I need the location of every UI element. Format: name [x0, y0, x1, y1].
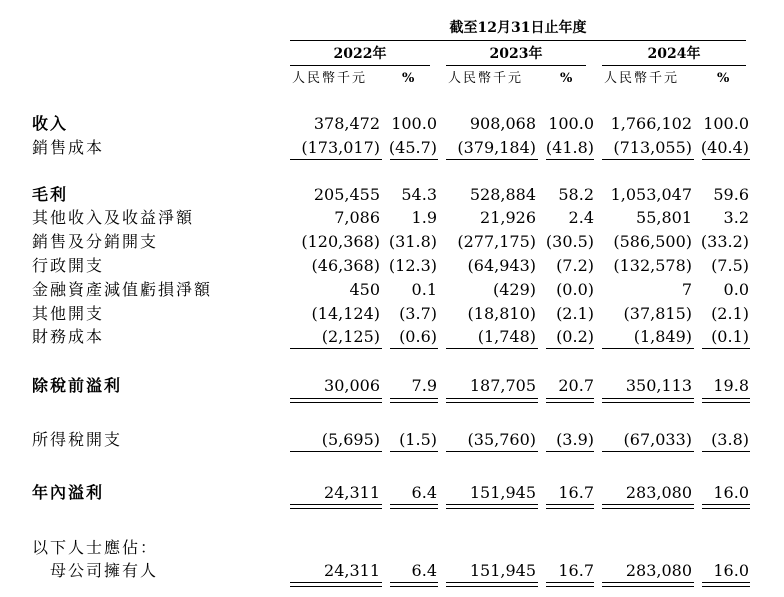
- cell-pct-2023: (3.9): [556, 430, 594, 449]
- cell-amount-2023: 187,705: [469, 376, 536, 395]
- cell-pct-2022: 100.0: [391, 114, 437, 133]
- cell-amount-2024: 7: [681, 280, 692, 299]
- year-underline-2022: [290, 65, 430, 66]
- rule-attrib-bottom-pct-2024: [702, 586, 750, 587]
- cell-amount-2024: 1,766,102: [610, 114, 692, 133]
- row-label: 銷售成本: [32, 138, 105, 157]
- cell-pct-2024: (40.4): [700, 138, 749, 157]
- row-label: 銷售及分銷開支: [32, 232, 159, 251]
- row-label: 所得稅開支: [32, 430, 123, 449]
- rule-after-finance-costs-pct-2024: [702, 348, 750, 349]
- cell-pct-2022: 54.3: [401, 185, 437, 204]
- rule-profit-bottom-pct-2023: [546, 508, 594, 509]
- rule-after-tax-amount-2022: [290, 451, 382, 452]
- cell-pct-2023: 100.0: [548, 114, 594, 133]
- cell-amount-2022: 205,455: [313, 185, 380, 204]
- rule-after-finance-costs-pct-2023: [546, 348, 594, 349]
- row-label: 年內溢利: [32, 483, 105, 502]
- row-label: 其他開支: [32, 304, 105, 323]
- cell-amount-2024: (1,849): [633, 327, 692, 346]
- row-label: 以下人士應佔：: [32, 538, 159, 557]
- cell-pct-2024: (2.1): [711, 304, 749, 323]
- cell-pct-2023: (41.8): [545, 138, 594, 157]
- cell-pct-2023: 16.7: [558, 561, 594, 580]
- cell-amount-2023: (429): [492, 280, 536, 299]
- cell-amount-2022: (46,368): [311, 256, 380, 275]
- rule-pbt-bottom-pct-2023: [546, 402, 594, 403]
- rule-after-finance-costs-amount-2023: [446, 348, 538, 349]
- cell-amount-2022: 378,472: [313, 114, 380, 133]
- rule-pbt-bottom-pct-2024: [702, 402, 750, 403]
- cell-amount-2022: (5,695): [321, 430, 380, 449]
- cell-pct-2022: 6.4: [411, 483, 437, 502]
- cell-amount-2023: (277,175): [457, 232, 536, 251]
- cell-amount-2024: 283,080: [625, 561, 692, 580]
- cell-amount-2023: (1,748): [477, 327, 536, 346]
- cell-amount-2024: (37,815): [623, 304, 692, 323]
- cell-amount-2022: (2,125): [321, 327, 380, 346]
- period-header: 截至12月31日止年度: [449, 20, 587, 36]
- rule-attrib-bottom-pct-2022: [390, 586, 438, 587]
- rule-profit-top-amount-2022: [290, 504, 382, 505]
- cell-amount-2022: 24,311: [324, 561, 380, 580]
- cell-pct-2024: 16.0: [713, 483, 749, 502]
- rule-attrib-top-pct-2023: [546, 582, 594, 583]
- cell-pct-2023: 58.2: [558, 185, 594, 204]
- rule-pbt-bottom-amount-2022: [290, 402, 382, 403]
- currency-header-2023: 人民幣千元: [448, 71, 524, 86]
- cell-amount-2024: (713,055): [613, 138, 692, 157]
- cell-pct-2024: 59.6: [713, 185, 749, 204]
- cell-amount-2023: (379,184): [457, 138, 536, 157]
- year-header-2023: 2023年: [489, 46, 543, 62]
- rule-profit-bottom-pct-2024: [702, 508, 750, 509]
- cell-pct-2022: (31.8): [388, 232, 437, 251]
- cell-amount-2023: 528,884: [469, 185, 536, 204]
- cell-pct-2024: 100.0: [703, 114, 749, 133]
- cell-pct-2024: (7.5): [711, 256, 749, 275]
- rule-attrib-top-amount-2024: [602, 582, 694, 583]
- cell-amount-2023: (18,810): [467, 304, 536, 323]
- year-header-2024: 2024年: [647, 46, 701, 62]
- rule-after-finance-costs-amount-2024: [602, 348, 694, 349]
- cell-pct-2023: (30.5): [545, 232, 594, 251]
- cell-pct-2023: (7.2): [556, 256, 594, 275]
- cell-pct-2023: 16.7: [558, 483, 594, 502]
- row-label: 財務成本: [32, 327, 105, 346]
- cell-amount-2023: 21,926: [480, 208, 536, 227]
- rule-after-cost-of-sales-pct-2024: [702, 159, 750, 160]
- rule-pbt-bottom-amount-2024: [602, 402, 694, 403]
- cell-amount-2024: 1,053,047: [610, 185, 692, 204]
- currency-header-2022: 人民幣千元: [292, 71, 368, 86]
- rule-profit-top-pct-2022: [390, 504, 438, 505]
- cell-amount-2023: 908,068: [469, 114, 536, 133]
- rule-pbt-bottom-amount-2023: [446, 402, 538, 403]
- cell-amount-2023: (35,760): [467, 430, 536, 449]
- pct-header-2024: %: [717, 71, 730, 86]
- rule-profit-top-pct-2024: [702, 504, 750, 505]
- rule-pbt-top-pct-2023: [546, 398, 594, 399]
- rule-pbt-top-amount-2023: [446, 398, 538, 399]
- cell-pct-2022: 6.4: [411, 561, 437, 580]
- year-underline-2023: [446, 65, 586, 66]
- pct-header-2023: %: [560, 71, 573, 86]
- cell-amount-2023: (64,943): [467, 256, 536, 275]
- rule-after-tax-pct-2022: [390, 451, 438, 452]
- cell-pct-2022: (3.7): [399, 304, 437, 323]
- cell-pct-2024: 0.0: [723, 280, 749, 299]
- cell-pct-2022: (0.6): [399, 327, 437, 346]
- year-header-2022: 2022年: [333, 46, 387, 62]
- rule-profit-top-pct-2023: [546, 504, 594, 505]
- rule-attrib-top-amount-2023: [446, 582, 538, 583]
- cell-pct-2023: 2.4: [568, 208, 594, 227]
- cell-amount-2022: 30,006: [324, 376, 380, 395]
- cell-amount-2024: (586,500): [613, 232, 692, 251]
- rule-attrib-top-pct-2022: [390, 582, 438, 583]
- cell-pct-2024: (33.2): [700, 232, 749, 251]
- row-label: 除稅前溢利: [32, 376, 123, 395]
- period-underline: [290, 40, 746, 41]
- cell-pct-2022: (45.7): [388, 138, 437, 157]
- cell-amount-2022: (14,124): [311, 304, 380, 323]
- row-label: 毛利: [32, 185, 69, 204]
- rule-after-finance-costs-amount-2022: [290, 348, 382, 349]
- rule-pbt-top-amount-2022: [290, 398, 382, 399]
- rule-pbt-bottom-pct-2022: [390, 402, 438, 403]
- cell-amount-2023: 151,945: [469, 561, 536, 580]
- cell-amount-2024: 350,113: [625, 376, 692, 395]
- cell-pct-2022: 7.9: [411, 376, 437, 395]
- rule-after-cost-of-sales-pct-2023: [546, 159, 594, 160]
- rule-after-cost-of-sales-amount-2022: [290, 159, 382, 160]
- cell-amount-2024: 283,080: [625, 483, 692, 502]
- rule-after-tax-pct-2024: [702, 451, 750, 452]
- rule-profit-top-amount-2024: [602, 504, 694, 505]
- rule-pbt-top-pct-2022: [390, 398, 438, 399]
- rule-profit-bottom-pct-2022: [390, 508, 438, 509]
- cell-pct-2022: 1.9: [411, 208, 437, 227]
- rule-after-tax-pct-2023: [546, 451, 594, 452]
- cell-amount-2022: (120,368): [301, 232, 380, 251]
- cell-pct-2022: (12.3): [388, 256, 437, 275]
- cell-amount-2024: 55,801: [636, 208, 692, 227]
- rule-after-cost-of-sales-amount-2023: [446, 159, 538, 160]
- currency-header-2024: 人民幣千元: [604, 71, 680, 86]
- rule-after-cost-of-sales-amount-2024: [602, 159, 694, 160]
- rule-pbt-top-amount-2024: [602, 398, 694, 399]
- rule-pbt-top-pct-2024: [702, 398, 750, 399]
- cell-amount-2022: 7,086: [334, 208, 380, 227]
- row-label: 其他收入及收益淨額: [32, 208, 195, 227]
- cell-amount-2022: 24,311: [324, 483, 380, 502]
- row-label: 行政開支: [32, 256, 105, 275]
- cell-pct-2022: (1.5): [399, 430, 437, 449]
- cell-pct-2023: (2.1): [556, 304, 594, 323]
- rule-attrib-bottom-amount-2024: [602, 586, 694, 587]
- rule-attrib-bottom-amount-2022: [290, 586, 382, 587]
- cell-pct-2024: (0.1): [711, 327, 749, 346]
- rule-after-tax-amount-2024: [602, 451, 694, 452]
- rule-profit-bottom-amount-2024: [602, 508, 694, 509]
- cell-pct-2024: 16.0: [713, 561, 749, 580]
- cell-amount-2022: (173,017): [301, 138, 380, 157]
- cell-pct-2024: (3.8): [711, 430, 749, 449]
- cell-pct-2024: 19.8: [713, 376, 749, 395]
- rule-profit-bottom-amount-2023: [446, 508, 538, 509]
- rule-after-cost-of-sales-pct-2022: [390, 159, 438, 160]
- year-underline-2024: [602, 65, 746, 66]
- pct-header-2022: %: [402, 71, 415, 86]
- rule-attrib-bottom-pct-2023: [546, 586, 594, 587]
- cell-pct-2022: 0.1: [411, 280, 437, 299]
- cell-pct-2023: 20.7: [558, 376, 594, 395]
- cell-amount-2024: (67,033): [623, 430, 692, 449]
- rule-attrib-bottom-amount-2023: [446, 586, 538, 587]
- rule-attrib-top-amount-2022: [290, 582, 382, 583]
- cell-pct-2024: 3.2: [723, 208, 749, 227]
- row-label: 金融資產減值虧損淨額: [32, 280, 213, 299]
- cell-pct-2023: (0.2): [556, 327, 594, 346]
- cell-amount-2024: (132,578): [613, 256, 692, 275]
- rule-after-finance-costs-pct-2022: [390, 348, 438, 349]
- rule-after-tax-amount-2023: [446, 451, 538, 452]
- rule-profit-top-amount-2023: [446, 504, 538, 505]
- rule-profit-bottom-amount-2022: [290, 508, 382, 509]
- row-label: 收入: [32, 114, 69, 133]
- cell-amount-2022: 450: [349, 280, 380, 299]
- rule-attrib-top-pct-2024: [702, 582, 750, 583]
- row-label: 母公司擁有人: [50, 561, 159, 580]
- cell-pct-2023: (0.0): [556, 280, 594, 299]
- cell-amount-2023: 151,945: [469, 483, 536, 502]
